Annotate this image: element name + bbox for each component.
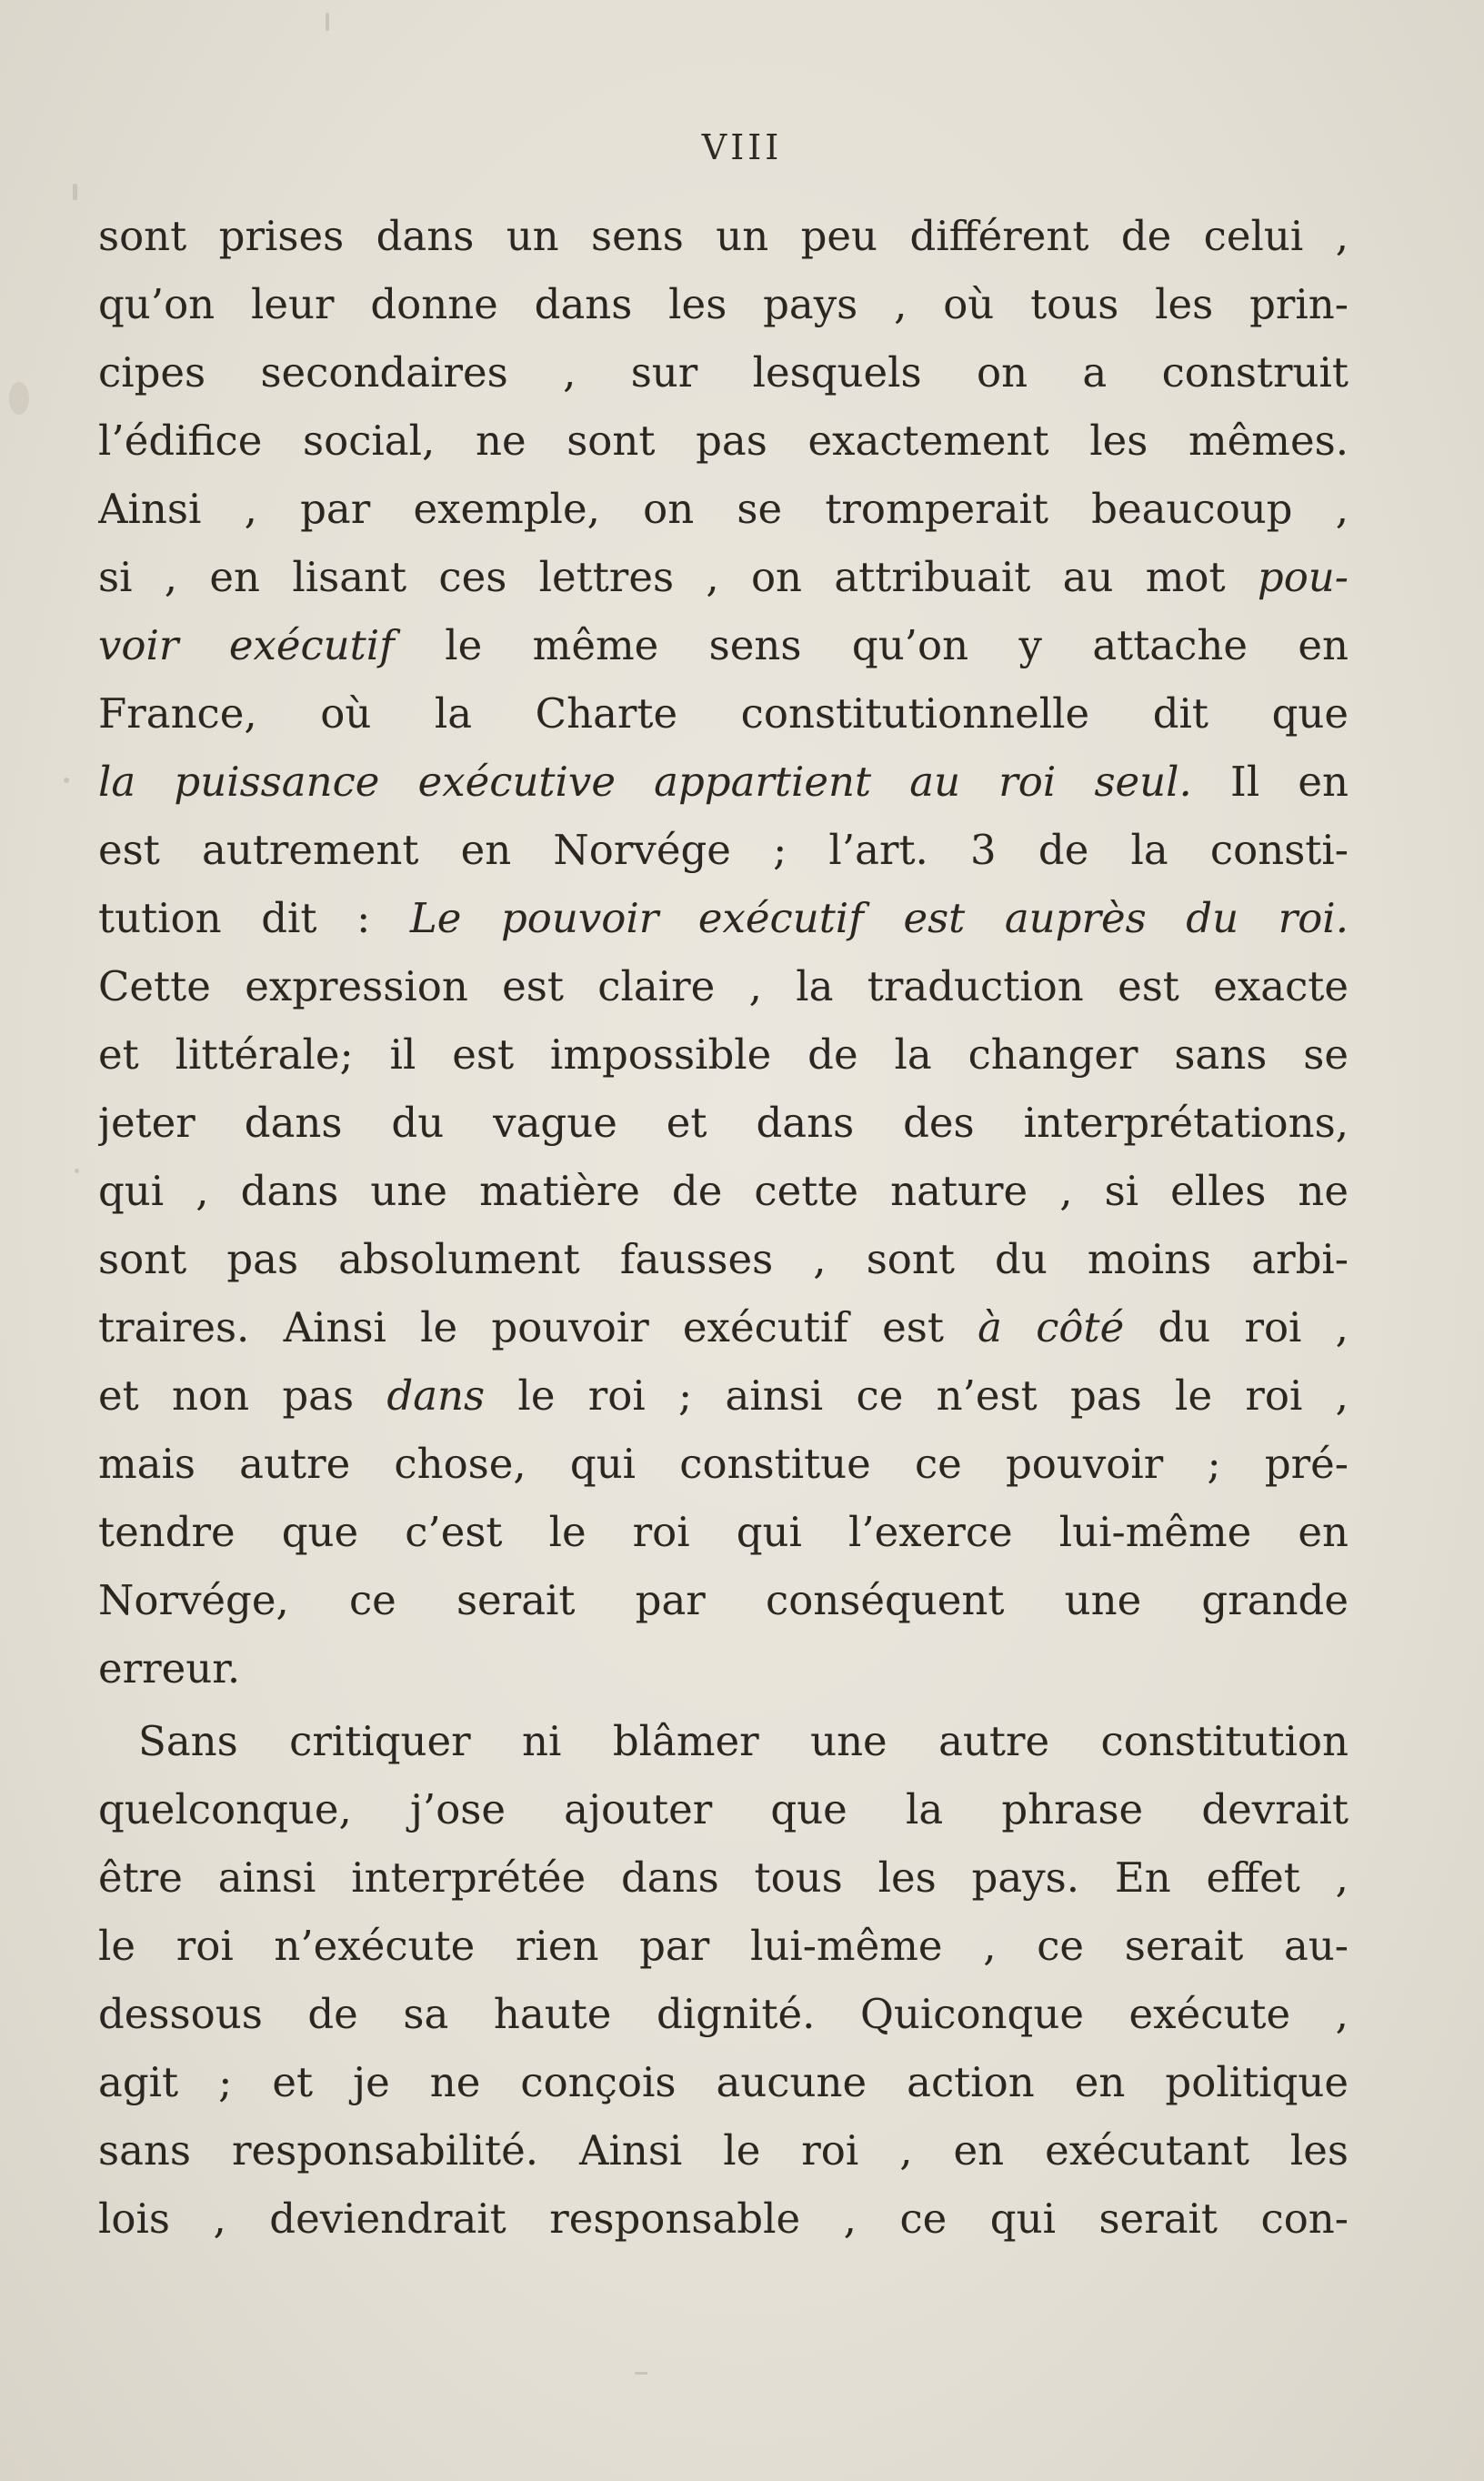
text-line: cipes secondaires , sur lesquels on a construit [98,348,1349,397]
text-line: mais autre chose, qui constitue ce pouvoir ; pré- [98,1440,1349,1488]
paper-speck [73,184,77,200]
text-line: qu’on leur donne dans les pays , où tous les prin- [98,280,1349,328]
text-run: Il en [1191,758,1349,806]
text-run: du roi , [1124,1303,1349,1351]
italic-run: dans [386,1371,486,1420]
text-line: Norvége, ce serait par conséquent une grande [98,1576,1349,1624]
italic-run: à côté [978,1303,1125,1351]
text-line: sont pas absolument fausses , sont du moins arbi- [98,1235,1349,1283]
text-line [98,611,1349,679]
italic-run: Le pouvoir exécutif est auprès du roi. [409,894,1349,942]
text-line: lois , deviendrait responsable , ce qui serait con- [98,2195,1349,2243]
text-run: traires. Ainsi le pouvoir exécutif est [98,1303,978,1351]
text-run: si , en lisant ces lettres , on attribuait au mot [98,553,1258,601]
text-line: le roi n’exécute rien par lui-même , ce serait au- [98,1922,1349,1970]
italic-run: pou- [1257,553,1349,601]
page-number: VIII [701,127,783,167]
text-line: tendre que c’est le roi qui l’exerce lui-même en [98,1508,1349,1556]
text-line: jeter dans du vague et dans des interprétations, [98,1099,1349,1147]
text-line [98,748,1349,816]
body-text [98,202,1349,2253]
text-line: sont prises dans un sens un peu différent de celui , [98,212,1349,260]
text-line: agit ; et je ne conçois aucune action en politique [98,2058,1349,2106]
paper-speck [326,13,329,31]
text-line: et littérale; il est impossible de la changer sans se [98,1030,1349,1079]
text-line [98,1293,1349,1361]
text-run: tution dit : [98,894,410,942]
text-line: Cette expression est claire , la traduction est exacte [98,962,1349,1010]
italic-run: la puissance exécutive appartient au roi seul. [98,758,1192,806]
italic-run: voir exécutif [98,621,395,669]
text-line: erreur. [98,1644,241,1693]
text-line: France, où la Charte constitutionnelle dit que [98,689,1349,738]
text-line: Sans critiquer ni blâmer une autre constitution [138,1717,1349,1765]
paper-speck [75,1169,79,1173]
text-line: est autrement en Norvége ; l’art. 3 de la consti- [98,826,1349,874]
text-run: le roi ; ainsi ce n’est pas le roi , [485,1371,1349,1420]
paper-speck [9,382,29,415]
text-run: le même sens qu’on y attache en [394,621,1349,669]
text-line: dessous de sa haute dignité. Quiconque exécute , [98,1990,1349,2038]
text-line: qui , dans une matière de cette nature , si elles ne [98,1167,1349,1215]
text-line [98,1361,1349,1430]
text-line: l’édifice social, ne sont pas exactement les mêmes. [98,417,1349,465]
text-line: être ainsi interprétée dans tous les pays. En effet , [98,1853,1349,1902]
text-line: quelconque, j’ose ajouter que la phrase devrait [98,1785,1349,1833]
paper-speck [64,778,69,783]
paper-speck [635,2372,647,2375]
text-line [98,884,1349,952]
text-run: et non pas [98,1371,387,1420]
text-line: sans responsabilité. Ainsi le roi , en exécutant les [98,2126,1349,2175]
text-line [98,543,1349,611]
text-line: Ainsi , par exemple, on se tromperait beaucoup , [98,485,1349,533]
